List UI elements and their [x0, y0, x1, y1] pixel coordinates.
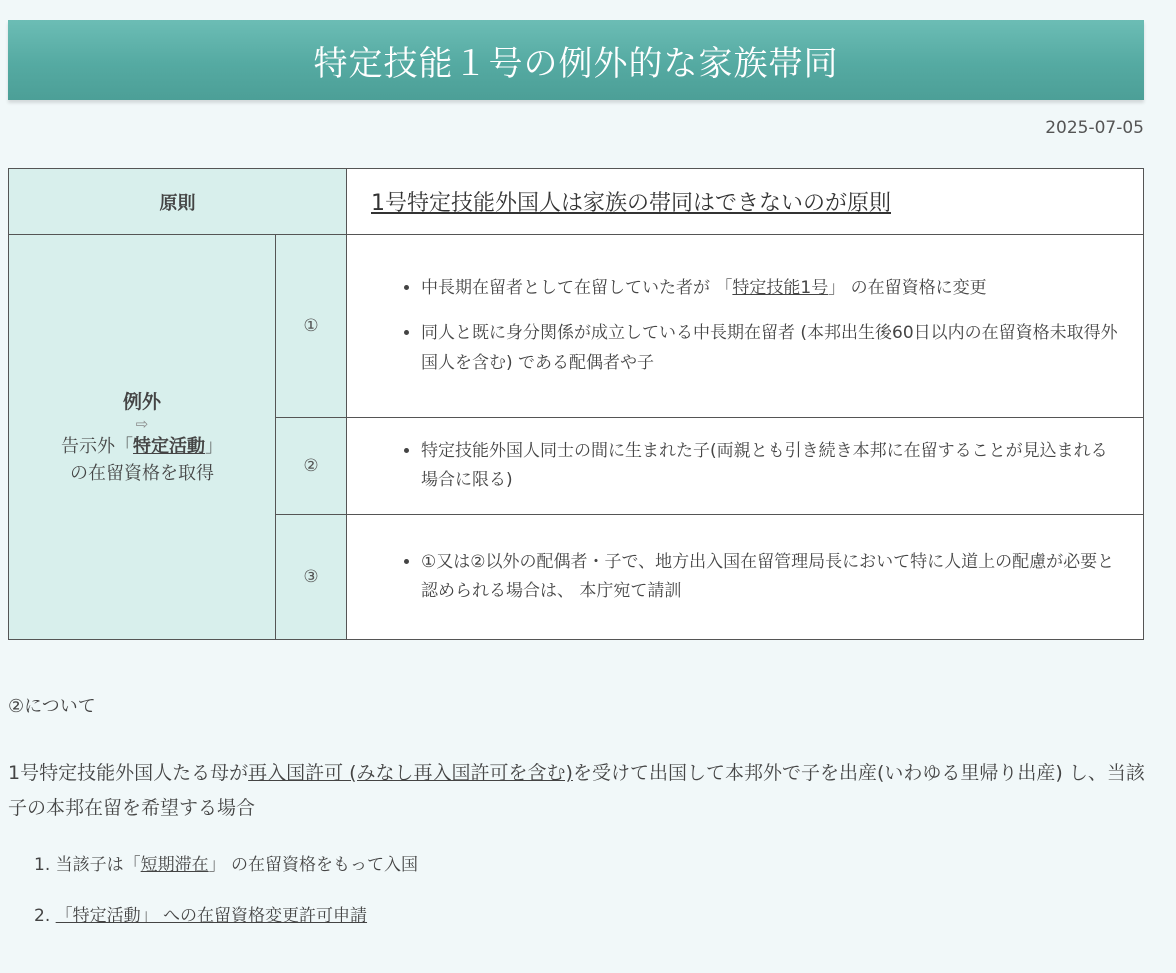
- post-date: 2025-07-05: [1045, 118, 1144, 138]
- row-number-1: ①: [276, 235, 347, 418]
- reentry-permit-link[interactable]: 再入国許可 (みなし再入国許可を含む): [248, 762, 573, 784]
- principle-text: 1号特定技能外国人は家族の帯同はできないのが原則: [371, 191, 891, 216]
- step-2: [34, 901, 418, 926]
- explanation-paragraph: [8, 756, 1158, 826]
- list-item: [421, 274, 1119, 303]
- principle-row: [9, 169, 1144, 235]
- short-term-stay-link[interactable]: 短期滞在: [140, 855, 209, 875]
- row-number-2: ②: [276, 418, 347, 515]
- right-arrow-icon: ⇨: [135, 415, 149, 433]
- step-text: 当該子は「: [55, 855, 141, 875]
- row-2-items: [347, 418, 1144, 515]
- exception-row-1: [9, 235, 1144, 418]
- tokutei-ginou-1-link[interactable]: 特定技能1号: [732, 278, 829, 299]
- list-item: • 特定技能外国人同士の間に生まれた子(両親とも引き続き本邦に在留することが見込まれる場合に限る): [421, 437, 1119, 495]
- row-number-3: ③: [276, 515, 347, 640]
- title-banner: [8, 20, 1144, 100]
- step-number: 1.: [34, 855, 51, 875]
- paragraph-text: を受けて出国して本邦外で子を出産(いわゆる里帰り出産) し、当該子の本邦在留を希望する場合: [8, 762, 1145, 820]
- step-number: 2.: [34, 906, 51, 926]
- page-title: 特定技能１号の例外的な家族帯同: [313, 43, 839, 84]
- exception-cell: [9, 235, 276, 640]
- row-3-items: [347, 515, 1144, 640]
- tokutei-katsudo-link[interactable]: 特定活動: [133, 435, 205, 457]
- procedure-steps: [34, 850, 418, 952]
- paragraph-text: 1号特定技能外国人たる母が: [8, 762, 249, 784]
- step-1: [34, 850, 418, 875]
- exception-line-1-prefix: 告示外「: [61, 435, 133, 457]
- principle-cell: [347, 169, 1144, 235]
- section-heading: ②について: [8, 696, 96, 717]
- exception-line-1-suffix: 」: [205, 435, 223, 457]
- item-text: 」 の在留資格に変更: [828, 278, 987, 299]
- exception-line-1: [10, 433, 274, 460]
- principle-label: 原則: [9, 169, 347, 235]
- item-text: 中長期在留者として在留していた者が 「: [421, 278, 733, 299]
- family-accompaniment-table: [8, 168, 1144, 640]
- list-item: • ①又は②以外の配偶者・子で、地方出入国在留管理局長において特に人道上の配慮が必要と認められる場合は、 本庁宛て請訓: [421, 548, 1119, 606]
- status-change-link[interactable]: 「特定活動」 への在留資格変更許可申請: [55, 906, 368, 926]
- exception-line-2: の在留資格を取得: [70, 462, 214, 484]
- exception-title: 例外: [122, 390, 161, 413]
- step-text: 」 の在留資格をもって入国: [208, 855, 419, 875]
- row-1-items: [347, 235, 1144, 418]
- list-item: • 同人と既に身分関係が成立している中長期在留者 (本邦出生後60日以内の在留資格未取得外国人を含む) である配偶者や子: [421, 319, 1119, 377]
